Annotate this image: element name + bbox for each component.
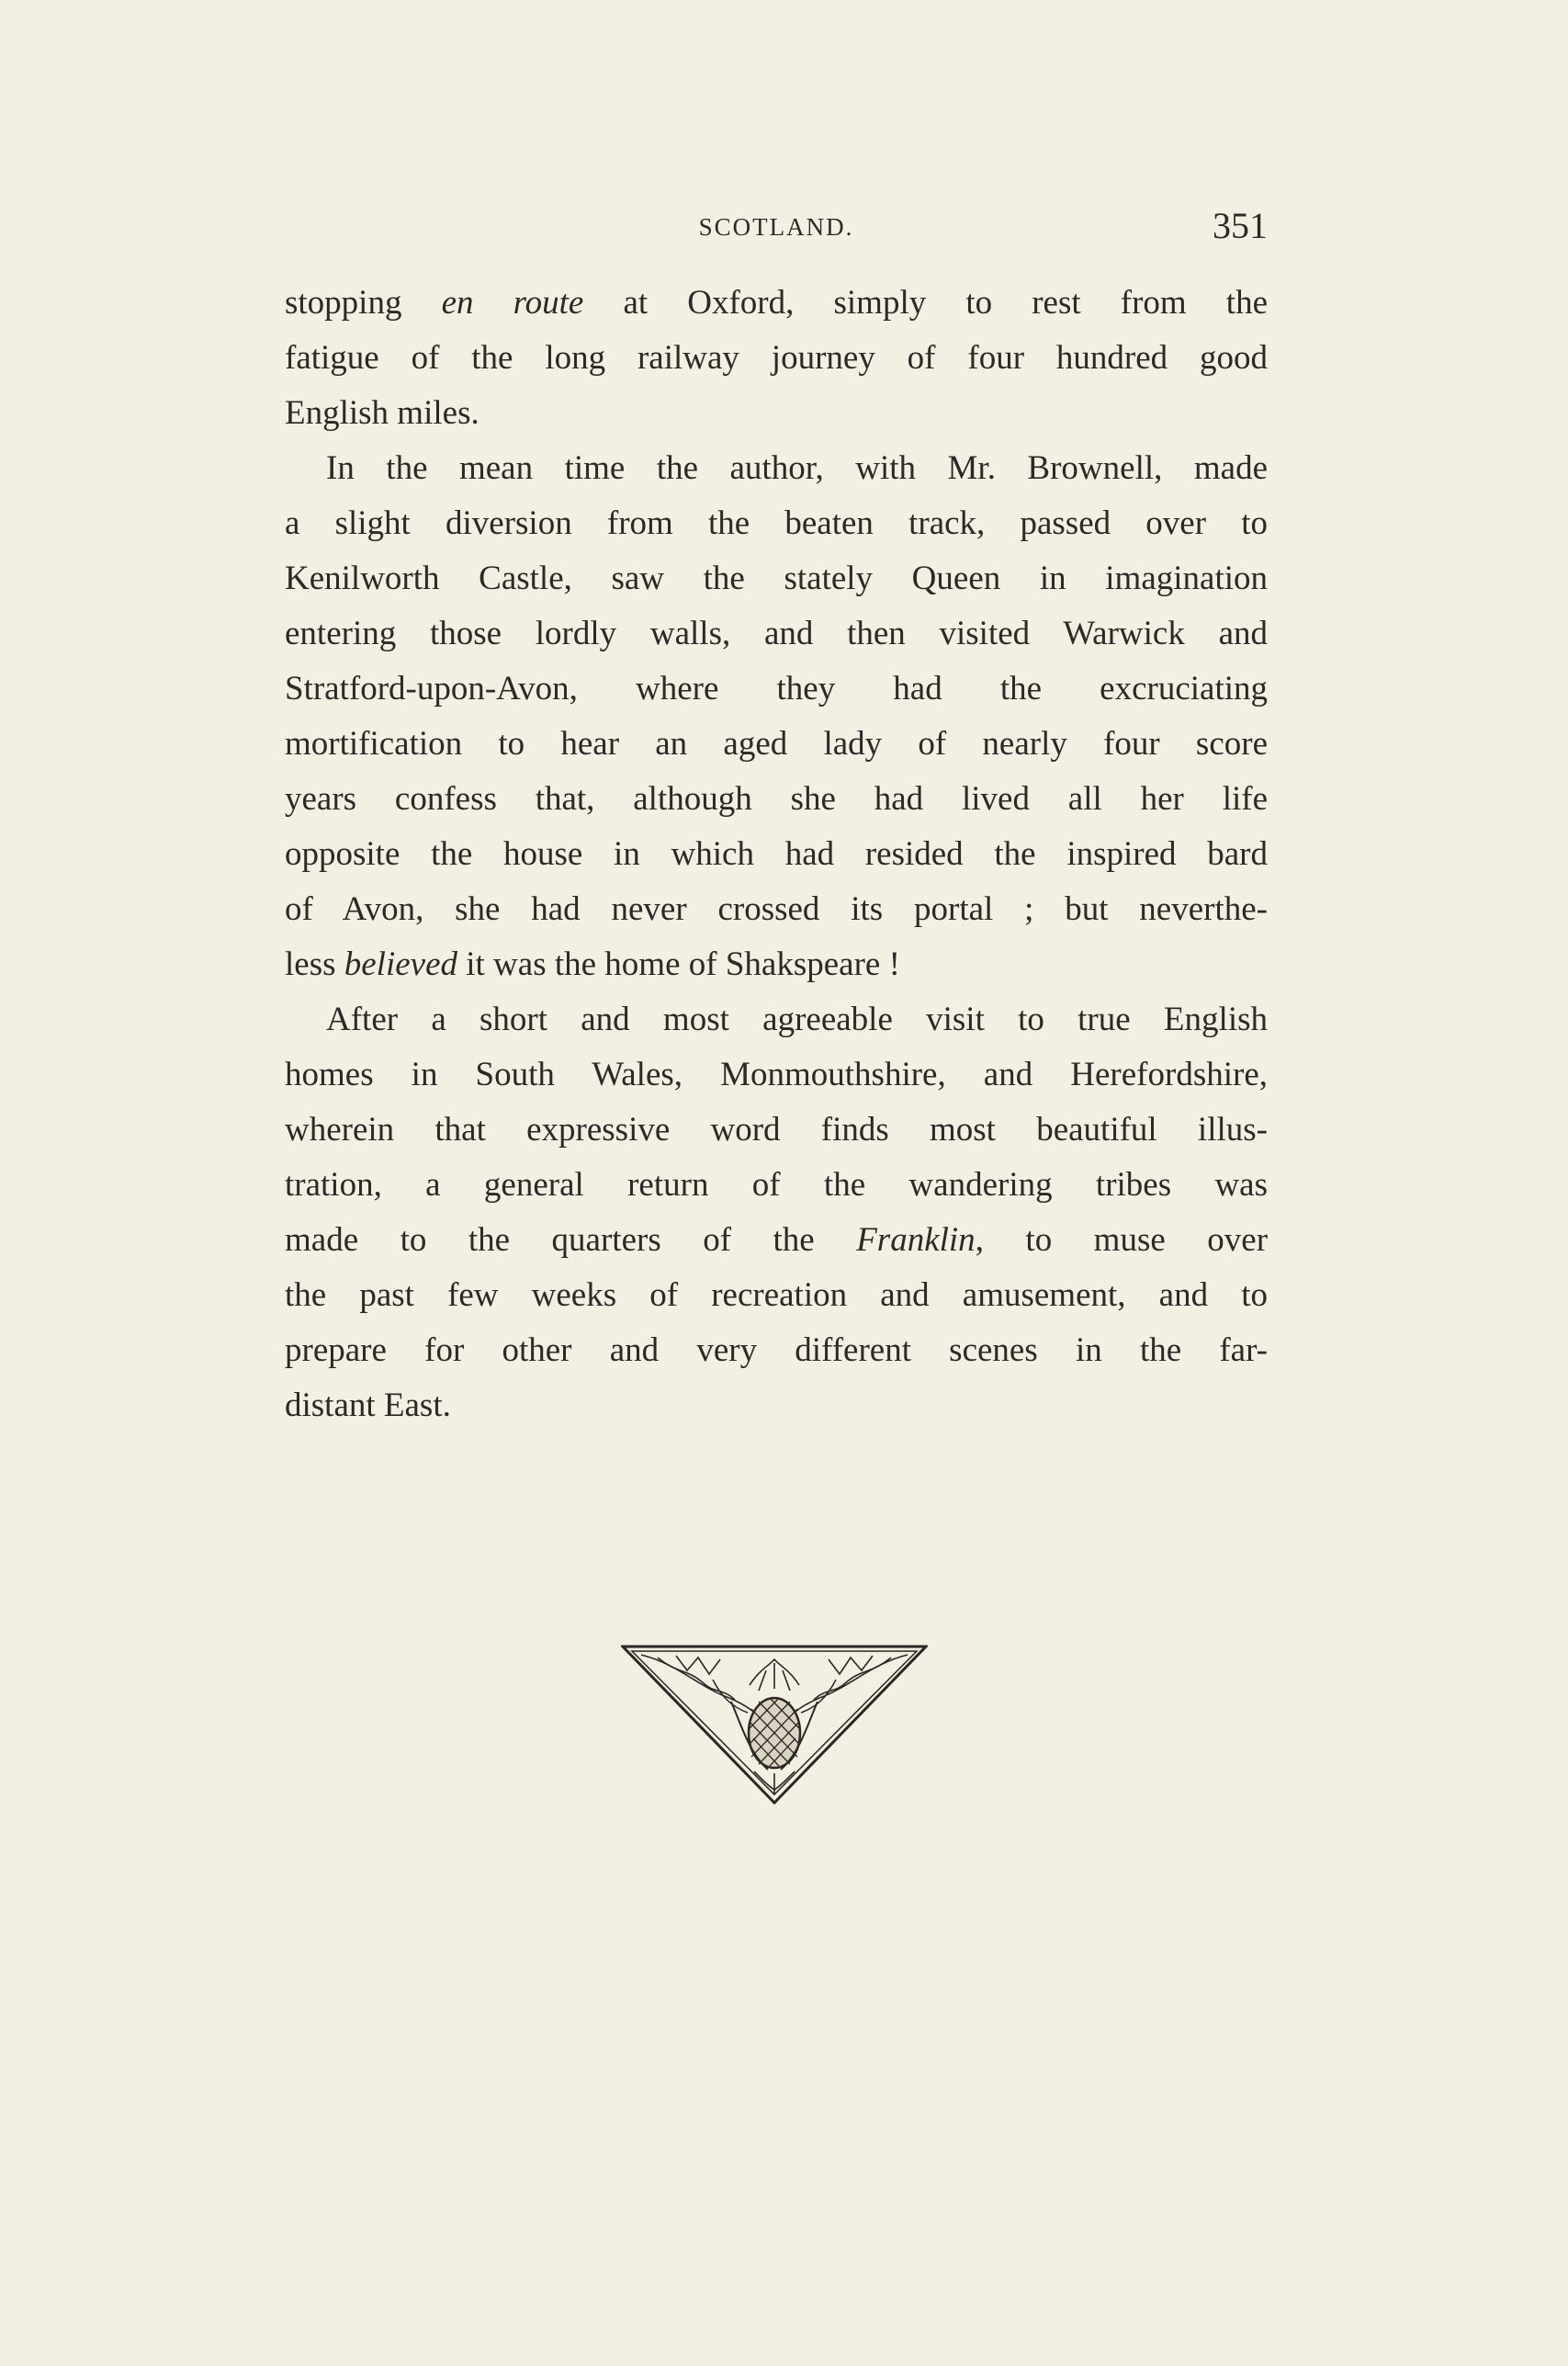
text-line: the past few weeks of recreation and amusement, and to [285, 1276, 1268, 1314]
text-line: Stratford-upon-Avon, where they had the excruciating [285, 670, 1268, 708]
text-line: years confess that, although she had lived all her life [285, 780, 1268, 818]
text-line: wherein that expressive word finds most beautiful illus- [285, 1111, 1268, 1149]
italic-ship-name: Franklin [856, 1221, 976, 1259]
italic-phrase: en route [441, 284, 584, 322]
text-line: Kenilworth Castle, saw the stately Queen in imagination [285, 560, 1268, 597]
thistle-triangle-ornament-icon [621, 1643, 928, 1805]
italic-phrase: believed [344, 945, 457, 983]
running-title: SCOTLAND. [698, 213, 854, 241]
text-line: English miles. [285, 394, 479, 432]
text-line: entering those lordly walls, and then visited Warwick and [285, 615, 1268, 652]
text-line: opposite the house in which had resided the inspired bard [285, 835, 1268, 873]
text-line: distant East. [285, 1387, 451, 1424]
text-line: tration, a general return of the wandering tribes was [285, 1166, 1268, 1204]
body-text [285, 276, 1268, 1433]
text-line: made to the quarters of the Franklin, to muse over [285, 1221, 1269, 1259]
page-number: 351 [1213, 205, 1268, 246]
text-line: less believed it was the home of Shakspeare ! [285, 945, 900, 983]
text-line: a slight diversion from the beaten track, passed over to [285, 504, 1268, 542]
paragraph-start-line: After a short and most agreeable visit to true English [326, 1001, 1268, 1038]
text-line: of Avon, she had never crossed its portal ; but neverthe- [285, 890, 1268, 928]
text-line: stopping en route at Oxford, simply to rest from the [285, 284, 1268, 322]
text-line: fatigue of the long railway journey of four hundred good [285, 339, 1268, 377]
text-line: homes in South Wales, Monmouthshire, and Herefordshire, [285, 1056, 1268, 1093]
text-line: mortification to hear an aged lady of nearly four score [285, 725, 1268, 763]
text-line: prepare for other and very different scenes in the far- [285, 1331, 1268, 1369]
paragraph-start-line: In the mean time the author, with Mr. Brownell, made [326, 449, 1268, 487]
running-head [285, 204, 1268, 250]
